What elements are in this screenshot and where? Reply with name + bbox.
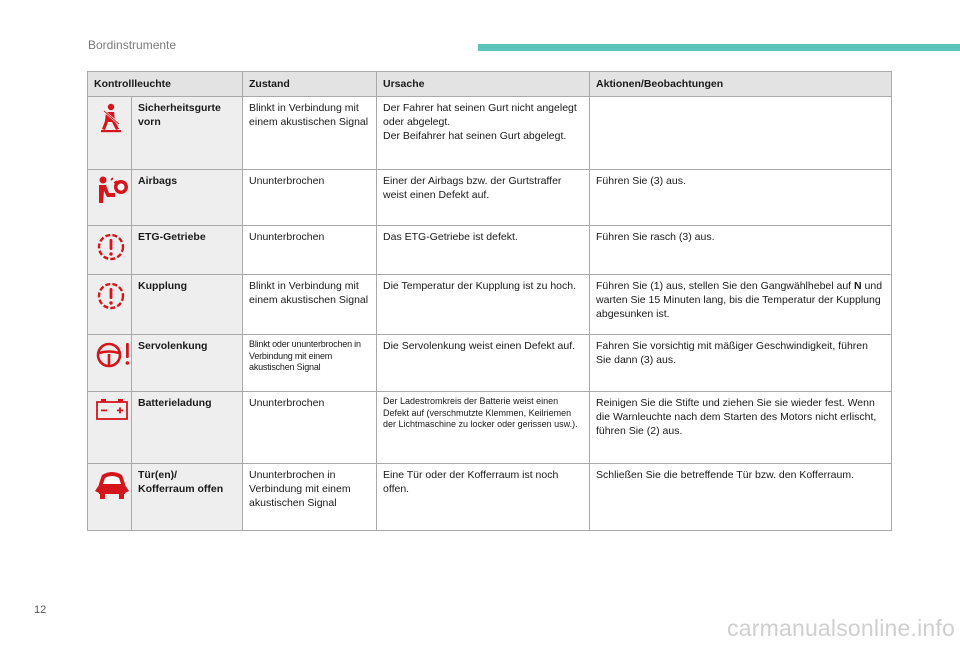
cause-cell [377,97,590,170]
table-row [88,170,892,226]
cause-cell: Die Servolenkung weist einen Defekt auf. [377,335,590,392]
power-steering-icon [88,335,132,392]
cause-line: Der Fahrer hat seinen Gurt nicht angelegt oder abgelegt. [383,102,577,129]
state-cell: Ununterbrochen [243,170,377,226]
action-text: Führen Sie (1) aus, stellen Sie den Gangwählhebel auf [596,280,855,292]
state-cell: Ununterbrochen [243,226,377,275]
state-cell: Ununterbrochen [243,392,377,464]
table-header-row [88,72,892,97]
gear-n-label: N [854,280,862,292]
cause-cell: Eine Tür oder der Kofferraum ist noch offen. [377,464,590,531]
state-cell: Blinkt oder ununterbrochen in Verbindung mit einem akustischen Signal [243,335,377,392]
airbag-icon [88,170,132,226]
action-cell: Führen Sie (3) aus. [590,170,892,226]
action-cell: Schließen Sie die betreffende Tür bzw. den Kofferraum. [590,464,892,531]
cause-cell: Das ETG-Getriebe ist defekt. [377,226,590,275]
cause-cell: Die Temperatur der Kupplung ist zu hoch. [377,275,590,335]
column-header-warning-light: Kontrollleuchte [88,72,243,97]
action-cell: Reinigen Sie die Stifte und ziehen Sie sie wieder fest. Wenn die Warnleuchte nach dem Starten des Motors nicht erlischt, führen Sie (2) aus. [590,392,892,464]
table-row [88,97,892,170]
column-header-actions: Aktionen/Beobachtungen [590,72,892,97]
action-cell: Fahren Sie vorsichtig mit mäßiger Geschwindigkeit, führen Sie dann (3) aus. [590,335,892,392]
action-cell [590,275,892,335]
warning-light-name: Sicherheitsgurte vorn [132,97,243,170]
door-open-icon [88,464,132,531]
page-number: 12 [34,604,47,616]
state-cell: Blinkt in Verbindung mit einem akustischen Signal [243,275,377,335]
cause-cell: Einer der Airbags bzw. der Gurtstraffer weist einen Defekt auf. [377,170,590,226]
warning-light-name: Tür(en)/ Kofferraum offen [132,464,243,531]
header-accent-bar [478,44,960,51]
gearbox-warning-icon [88,226,132,275]
table-row [88,464,892,531]
cause-line: Der Beifahrer hat seinen Gurt abgelegt. [383,130,567,143]
warning-light-name: Airbags [132,170,243,226]
clutch-warning-icon [88,275,132,335]
section-title: Bordinstrumente [88,38,177,52]
battery-icon [88,392,132,464]
watermark: carmanualsonline.info [727,615,955,641]
table-row [88,275,892,335]
state-cell: Blinkt in Verbindung mit einem akustischen Signal [243,97,377,170]
cause-cell: Der Ladestromkreis der Batterie weist einen Defekt auf (verschmutzte Klemmen, Keilriemen der Lichtmaschine zu locker oder gerissen usw.). [377,392,590,464]
warning-light-name: Servolenkung [132,335,243,392]
seatbelt-icon [88,97,132,170]
table-row [88,226,892,275]
action-cell [590,97,892,170]
table-row [88,392,892,464]
action-cell: Führen Sie rasch (3) aus. [590,226,892,275]
warning-light-name: ETG-Getriebe [132,226,243,275]
action-text: und warten Sie 15 Minuten lang, bis die Temperatur der Kupplung abgesunken ist. [596,280,883,321]
column-header-state: Zustand [243,72,377,97]
warning-light-name: Batterieladung [132,392,243,464]
column-header-cause: Ursache [377,72,590,97]
table-row [88,335,892,392]
warning-light-name: Kupplung [132,275,243,335]
warning-lights-table [87,71,892,531]
state-cell: Ununterbrochen in Verbindung mit einem akustischen Signal [243,464,377,531]
